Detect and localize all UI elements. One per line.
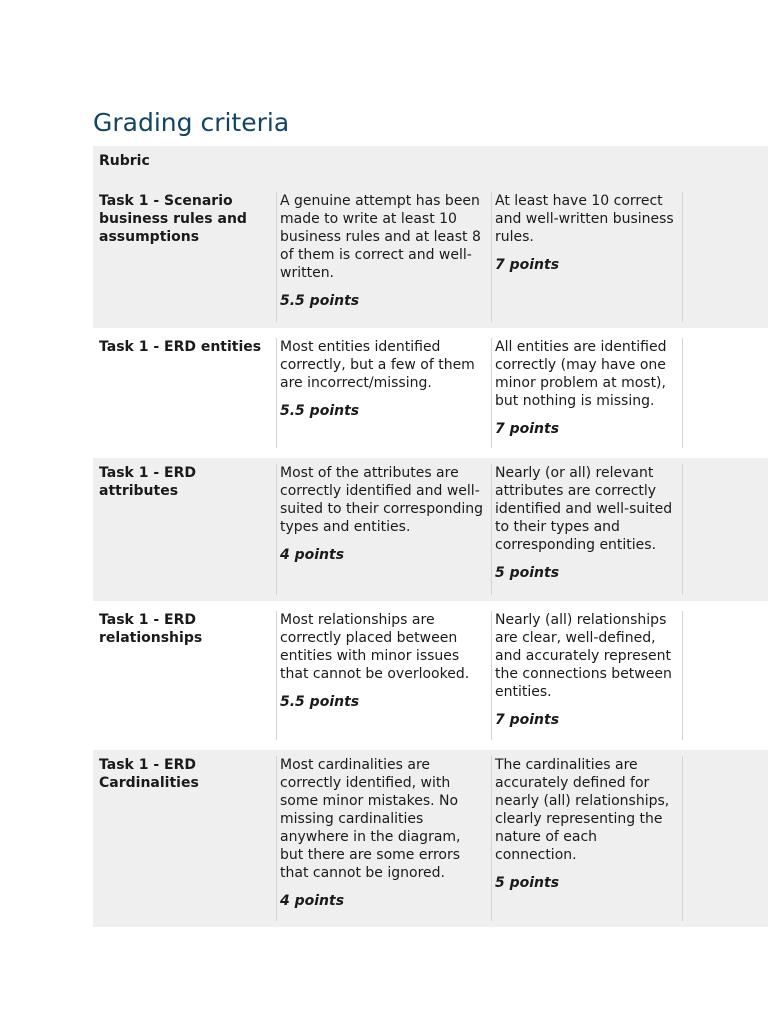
rating-cell <box>276 338 491 448</box>
rubric-row-erd-attributes <box>93 458 768 601</box>
rating-description: A genuine attempt has been made to write at least 10 business rules and at least 8 of them is correct and well-written. <box>280 193 481 281</box>
rubric-row-erd-cardinalities <box>93 750 768 927</box>
rating-description: At least have 10 correct and well-written business rules. <box>495 193 674 245</box>
rubric-header: Rubric <box>93 146 768 186</box>
criterion-label: Task 1 - ERD attributes <box>99 465 196 499</box>
rubric-row-business-rules <box>93 186 768 328</box>
rating-points: 7 points <box>495 712 560 728</box>
rating-points: 4 points <box>280 893 345 909</box>
rating-cell-empty <box>682 756 768 921</box>
rating-cell-empty <box>682 338 768 448</box>
rating-cell <box>276 464 491 595</box>
rubric-table <box>93 146 768 927</box>
rating-description: Most entities identified correctly, but a few of them are incorrect/missing. <box>280 339 475 391</box>
rating-points: 4 points <box>280 547 345 563</box>
rating-description: Most of the attributes are correctly identified and well-suited to their corresponding types and entities. <box>280 465 484 535</box>
rating-cell-empty <box>682 192 768 322</box>
rating-cell-empty <box>682 464 768 595</box>
rubric-row-erd-entities <box>93 332 768 454</box>
criterion-label: Task 1 - ERD relationships <box>99 612 203 646</box>
rubric-row-erd-relationships <box>93 605 768 746</box>
rating-description: Most relationships are correctly placed between entities with minor issues that cannot be overlooked. <box>280 612 470 682</box>
criterion-label: Task 1 - ERD Cardinalities <box>99 757 199 791</box>
rating-points: 7 points <box>495 257 560 273</box>
rating-cell <box>491 192 682 322</box>
rating-cell <box>491 756 682 921</box>
rating-cell <box>276 756 491 921</box>
rating-description: All entities are identified correctly (may have one minor problem at most), but nothing is missing. <box>495 339 667 409</box>
rating-cell <box>276 611 491 740</box>
rating-description: Most cardinalities are correctly identified, with some minor mistakes. No missing cardinalities anywhere in the diagram, but there are some errors that cannot be ignored. <box>280 757 461 881</box>
rating-points: 5 points <box>495 565 560 581</box>
rating-cell <box>491 611 682 740</box>
rating-description: Nearly (all) relationships are clear, well-defined, and accurately represent the connections between entities. <box>495 612 672 700</box>
rating-cell-empty <box>682 611 768 740</box>
criterion-label: Task 1 - ERD entities <box>99 339 262 355</box>
rating-points: 5 points <box>495 875 560 891</box>
rating-points: 5.5 points <box>280 293 360 309</box>
rating-cell <box>491 464 682 595</box>
rating-description: Nearly (or all) relevant attributes are correctly identified and well-suited to their types and corresponding entities. <box>495 465 673 553</box>
page-title: Grading criteria <box>93 108 290 137</box>
rating-points: 7 points <box>495 421 560 437</box>
criterion-label: Task 1 - Scenario business rules and assumptions <box>99 193 247 245</box>
rating-points: 5.5 points <box>280 403 360 419</box>
rating-cell <box>276 192 491 322</box>
rating-description: The cardinalities are accurately defined for nearly (all) relationships, clearly representing the nature of each connection. <box>495 757 670 863</box>
rating-points: 5.5 points <box>280 694 360 710</box>
rating-cell <box>491 338 682 448</box>
